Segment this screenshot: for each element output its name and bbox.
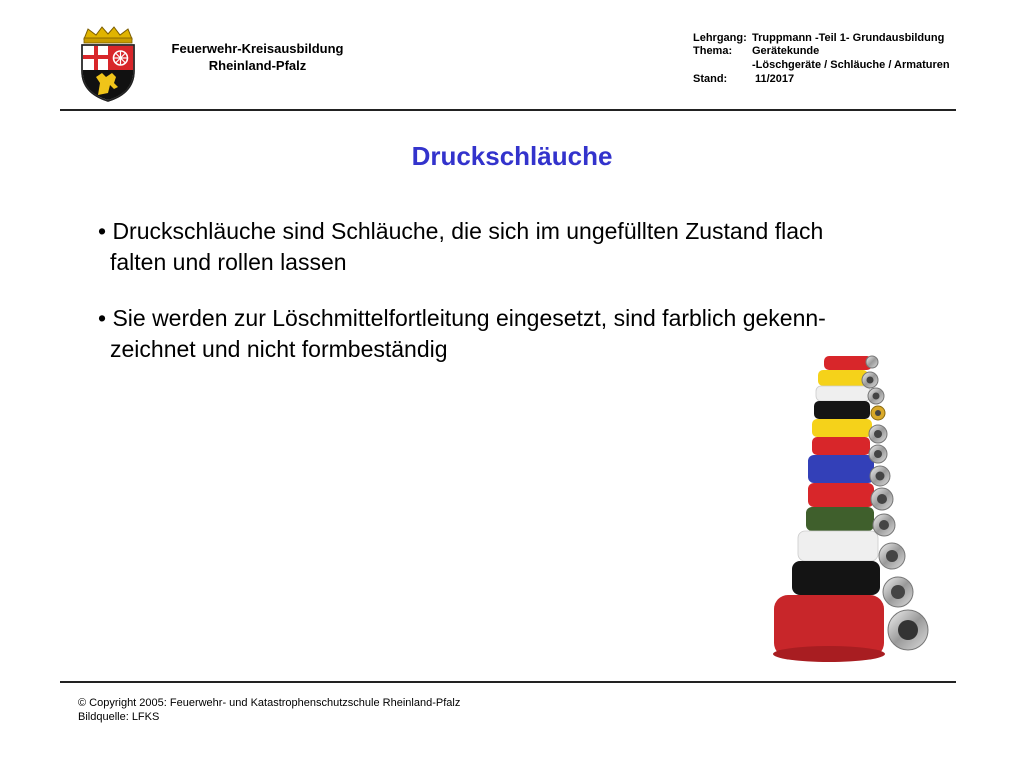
copyright-notice: © Copyright 2005: Feuerwehr- und Katastrophenschutzschule Rheinland-Pfalz xyxy=(78,697,461,709)
hose-stack-image xyxy=(760,350,950,670)
status-label: Stand: xyxy=(693,73,728,85)
organization-name: Feuerwehr-Kreisausbildung xyxy=(171,41,344,56)
bullet-point xyxy=(98,216,928,278)
bullet-line: falten und rollen lassen xyxy=(110,249,347,275)
header-divider xyxy=(60,109,956,111)
coat-of-arms-icon xyxy=(76,25,140,103)
status-value: 11/2017 xyxy=(755,73,795,85)
slide-title: Druckschläuche xyxy=(411,141,613,171)
course-label: Lehrgang: xyxy=(693,32,747,44)
image-source: Bildquelle: LFKS xyxy=(78,711,160,723)
course-value: Truppmann -Teil 1- Grundausbildung xyxy=(752,32,945,44)
bullet-line: zeichnet und nicht formbeständig xyxy=(110,336,448,362)
topic-subtitle: -Löschgeräte / Schläuche / Armaturen xyxy=(752,59,950,71)
organization-region: Rheinland-Pfalz xyxy=(208,58,307,73)
topic-label: Thema: xyxy=(693,45,733,57)
hose-roll xyxy=(773,356,885,662)
bullet-line: • Sie werden zur Löschmittelfortleitung eingesetzt, sind farblich gekenn- xyxy=(98,305,826,331)
bullet-line: • Druckschläuche sind Schläuche, die sich im ungefüllten Zustand flach xyxy=(98,218,824,244)
footer-divider xyxy=(60,681,956,683)
topic-value: Gerätekunde xyxy=(752,45,820,57)
